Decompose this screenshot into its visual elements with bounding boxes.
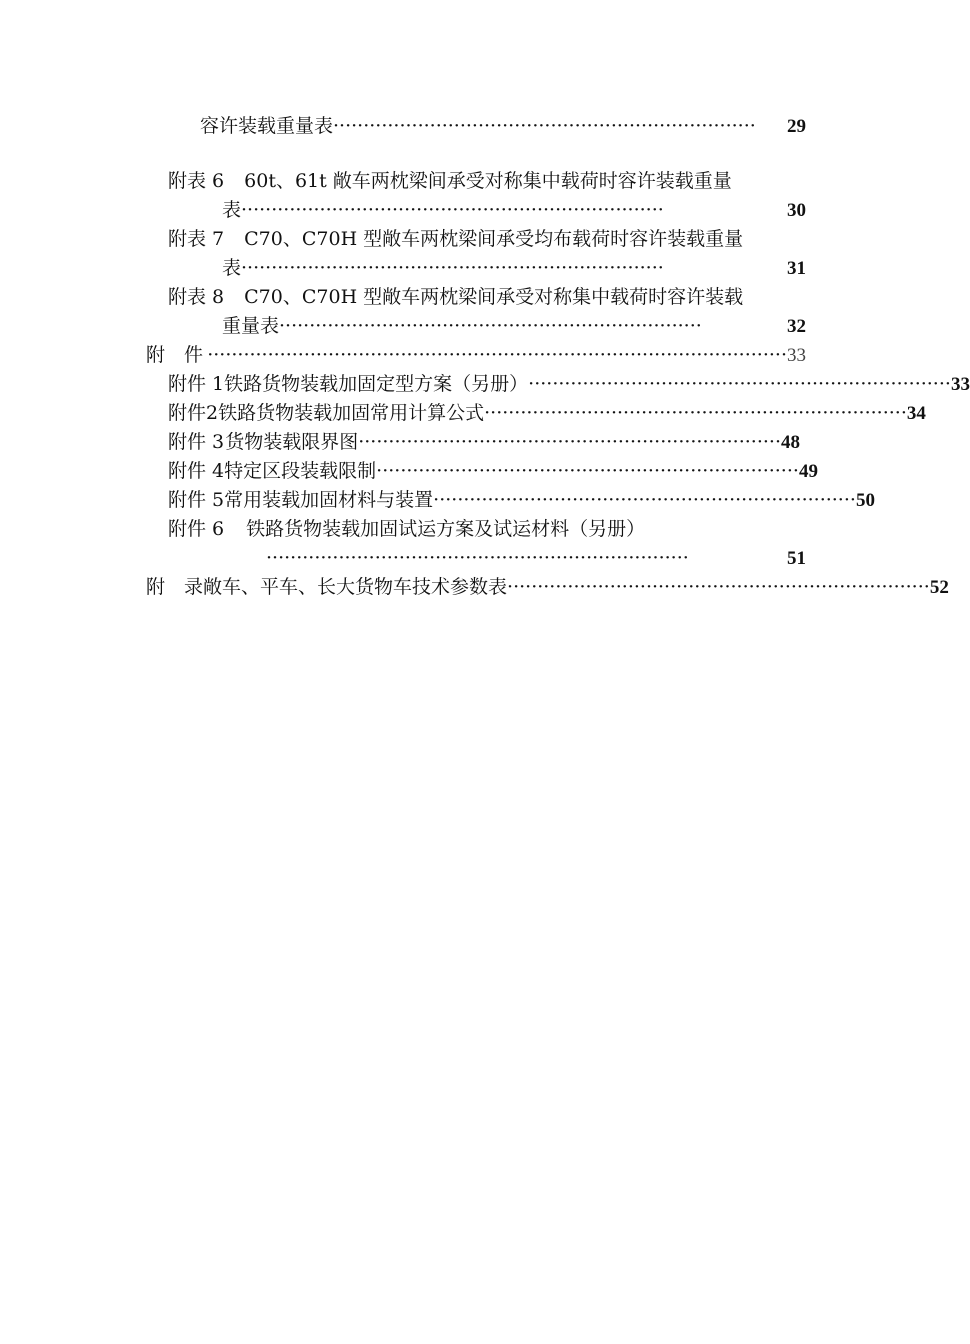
leader-dots: ······································································ bbox=[241, 199, 664, 221]
toc-page-number: 30 bbox=[787, 200, 806, 221]
toc-entry[interactable] bbox=[222, 254, 806, 282]
leader-dots: ······································································ bbox=[528, 373, 951, 395]
toc-page-number: 51 bbox=[787, 548, 806, 569]
toc-entry[interactable] bbox=[168, 370, 970, 398]
leader-dots: ······································································ bbox=[433, 489, 856, 511]
leader-dots: ······································································ bbox=[279, 315, 702, 337]
toc-entry-title: 敞车、平车、长大货物车技术参数表 bbox=[203, 576, 508, 598]
toc-section-label: 附 件 bbox=[146, 344, 204, 366]
toc-page-number: 34 bbox=[906, 403, 926, 424]
toc-page-number: 31 bbox=[787, 258, 806, 279]
toc-entry[interactable] bbox=[168, 399, 926, 427]
toc-entry-label: 附件 4 bbox=[168, 460, 225, 482]
toc-page-number: 33 bbox=[787, 345, 806, 366]
toc-entry-first-line[interactable] bbox=[168, 225, 743, 253]
toc-entry-title: 特定区段装载限制 bbox=[224, 460, 377, 482]
toc-entry[interactable] bbox=[168, 428, 800, 456]
toc-page-number: 33 bbox=[950, 374, 970, 395]
toc-entry-label: 附件2 bbox=[168, 402, 219, 424]
toc-entry-title: 铁路货物装载加固试运方案及试运材料（另册） bbox=[246, 518, 646, 540]
toc-entry-title: 容许装载重量表 bbox=[200, 115, 334, 137]
toc-entry[interactable] bbox=[168, 486, 875, 514]
leader-dots: ······································································ bbox=[507, 576, 930, 598]
toc-entry[interactable] bbox=[222, 312, 806, 340]
leader-dots: ······································································ bbox=[376, 460, 799, 482]
toc-entry-title: 60t、61t 敞车两枕梁间承受对称集中载荷时容许装载重量 bbox=[244, 170, 732, 192]
toc-entry-title-continued: 重量表 bbox=[222, 315, 280, 337]
toc-entry-label: 附件 1 bbox=[168, 373, 225, 395]
toc-entry-title-continued: 表 bbox=[222, 199, 242, 221]
leader-dots: ······································································ bbox=[358, 431, 781, 453]
leader-dots: ······································································ bbox=[484, 402, 907, 424]
toc-entry-label: 附件 6 bbox=[168, 518, 225, 540]
toc-entry-first-line[interactable] bbox=[168, 167, 732, 195]
toc-entry[interactable] bbox=[168, 457, 818, 485]
toc-entry-title-continued: 表 bbox=[222, 257, 242, 279]
toc-entry-title: 货物装载限界图 bbox=[225, 431, 359, 453]
leader-dots: ······································································ bbox=[333, 115, 756, 137]
toc-page-number: 52 bbox=[929, 577, 949, 598]
toc-entry-first-line[interactable] bbox=[168, 515, 645, 543]
toc-entry-first-line[interactable] bbox=[168, 283, 743, 311]
toc-entry[interactable] bbox=[200, 112, 806, 140]
toc-entry-label: 附表 8 bbox=[168, 286, 225, 308]
toc-entry-label: 附表 7 bbox=[168, 228, 225, 250]
toc-page-number: 49 bbox=[798, 461, 818, 482]
toc-entry[interactable] bbox=[146, 573, 949, 601]
toc-entry[interactable] bbox=[266, 544, 806, 572]
leader-dots: ······································································ bbox=[266, 547, 689, 569]
toc-entry-title: 铁路货物装载加固定型方案（另册） bbox=[224, 373, 529, 395]
leader-dots: ································································································ bbox=[207, 344, 787, 366]
leader-dots: ······································································ bbox=[241, 257, 664, 279]
toc-entry-label: 附表 6 bbox=[168, 170, 225, 192]
toc-entry-label: 附件 5 bbox=[168, 489, 225, 511]
toc-page-number: 48 bbox=[781, 432, 800, 453]
toc-entry[interactable] bbox=[222, 196, 806, 224]
toc-entry[interactable] bbox=[146, 341, 806, 369]
toc-page-number: 32 bbox=[787, 316, 806, 337]
toc-entry-title: C70、C70H 型敞车两枕梁间承受均布载荷时容许装载重量 bbox=[244, 228, 744, 250]
toc-entry-title: C70、C70H 型敞车两枕梁间承受对称集中载荷时容许装载 bbox=[244, 286, 744, 308]
toc-page-number: 29 bbox=[787, 116, 806, 137]
toc-page-number: 50 bbox=[855, 490, 875, 511]
toc-entry-title: 铁路货物装载加固常用计算公式 bbox=[218, 402, 485, 424]
toc-section-label: 附 录 bbox=[146, 576, 204, 598]
toc-entry-title: 常用装载加固材料与装置 bbox=[224, 489, 434, 511]
toc-entry-label: 附件 3 bbox=[168, 431, 225, 453]
